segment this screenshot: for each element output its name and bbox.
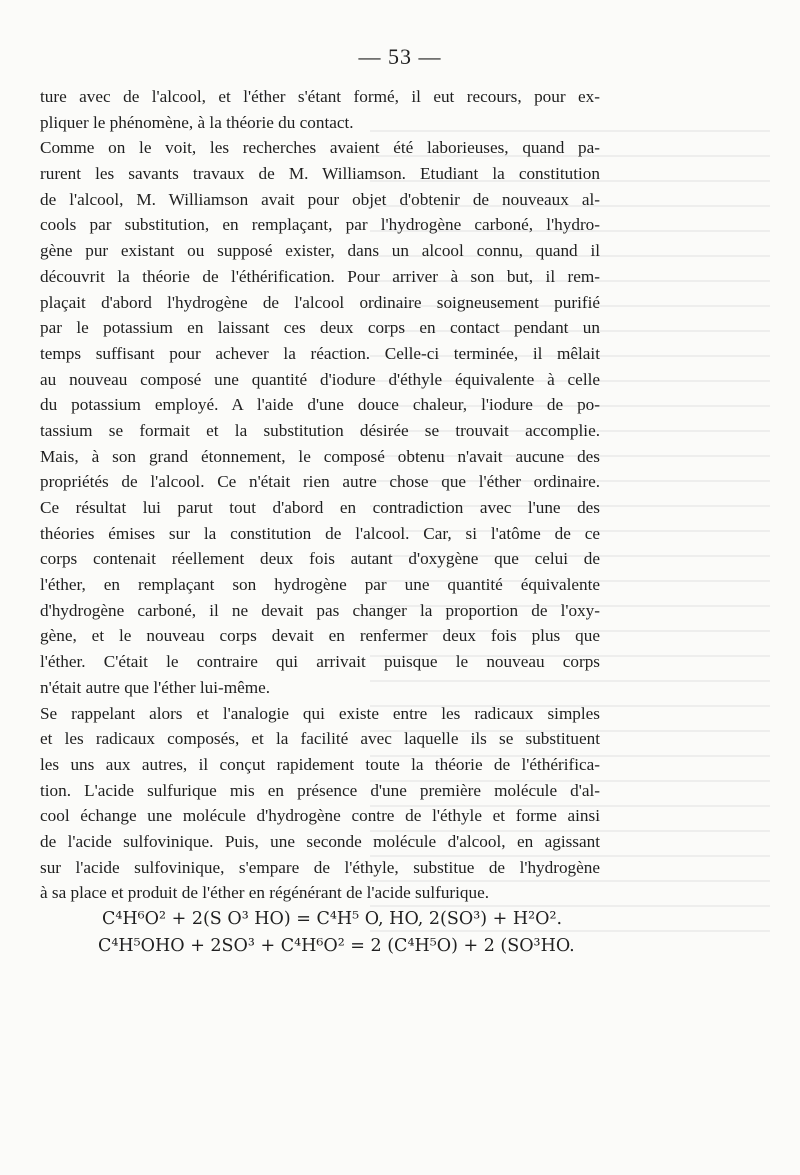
text-line: théories émises sur la constitution de l'alcool. Car, si l'atôme de ce xyxy=(40,523,600,543)
text-line: plaçait d'abord l'hydrogène de l'alcool ordinaire soigneusement purifié xyxy=(40,292,600,312)
text-line: propriétés de l'alcool. Ce n'était rien autre chose que l'éther ordinaire. xyxy=(40,472,600,492)
text-line: découvrit la théorie de l'éthérification. Pour arriver à son but, il rem- xyxy=(40,266,600,286)
text-line: Comme on le voit, les recherches avaient été laborieuses, quand pa- xyxy=(40,138,600,158)
text-line: tion. L'acide sulfurique mis en présence d'une première molécule d'al- xyxy=(40,780,600,800)
text-line: de l'acide sulfovinique. Puis, une seconde molécule d'alcool, en agissant xyxy=(40,831,600,851)
text-line: temps suffisant pour achever la réaction. Celle-ci terminée, il mêlait xyxy=(40,343,600,363)
text-line: à sa place et produit de l'éther en régénérant de l'acide sulfurique. xyxy=(40,883,490,903)
text-line: du potassium employé. A l'aide d'une douce chaleur, l'iodure de po- xyxy=(40,395,600,415)
text-line: par le potassium en laissant ces deux corps en contact pendant un xyxy=(40,318,600,338)
text-line: de l'alcool, M. Williamson avait pour objet d'obtenir de nouveaux al- xyxy=(40,189,600,209)
text-line: Mais, à son grand étonnement, le composé obtenu n'avait aucune des xyxy=(40,446,600,466)
text-line: cool échange une molécule d'hydrogène contre de l'éthyle et forme ainsi xyxy=(40,806,600,826)
text-line: gène, et le nouveau corps devait en renfermer deux fois plus que xyxy=(40,626,600,646)
body-text xyxy=(40,84,600,960)
text-line: Ce résultat lui parut tout d'abord en contradiction avec l'une des xyxy=(40,498,600,517)
text-line: Se rappelant alors et l'analogie qui existe entre les radicaux simples xyxy=(40,703,600,723)
chemical-formula: C⁴H⁶O² + 2(S O³ HO) = C⁴H⁵ O, HO, 2(SO³) + H²O². xyxy=(102,909,563,929)
page-number: — 53 — xyxy=(358,44,442,69)
text-line: et les radicaux composés, et la facilité avec laquelle ils se substituent xyxy=(40,729,600,749)
text-line: cools par substitution, en remplaçant, par l'hydrogène carboné, l'hydro- xyxy=(40,215,600,235)
text-line: tassium se formait et la substitution désirée se trouvait accomplie. xyxy=(40,420,600,440)
text-line: sur l'acide sulfovinique, s'empare de l'éthyle, substitue de l'hydrogène xyxy=(40,857,600,877)
text-line: n'était autre que l'éther lui-même. xyxy=(40,677,271,697)
text-line: au nouveau composé une quantité d'iodure d'éthyle équivalente à celle xyxy=(40,369,600,389)
text-line: l'éther. C'était le contraire qui arrivait puisque le nouveau corps xyxy=(40,652,600,672)
text-line: les uns aux autres, il conçut rapidement toute la théorie de l'éthérifica- xyxy=(40,754,600,774)
text-line: corps contenait réellement deux fois autant d'oxygène que celui de xyxy=(40,549,600,569)
text-line: rurent les savants travaux de M. Williamson. Etudiant la constitution xyxy=(40,164,600,184)
chemical-formula: C⁴H⁵OHO + 2SO³ + C⁴H⁶O² = 2 (C⁴H⁵O) + 2 (SO³HO. xyxy=(98,936,575,956)
text-line: d'hydrogène carboné, il ne devait pas changer la proportion de l'oxy- xyxy=(40,600,600,620)
text-line: l'éther, en remplaçant son hydrogène par une quantité équivalente xyxy=(40,575,600,595)
text-line: pliquer le phénomène, à la théorie du contact. xyxy=(40,112,354,132)
text-line: ture avec de l'alcool, et l'éther s'étant formé, il eut recours, pour ex- xyxy=(40,87,600,106)
text-line: gène pur existant ou supposé exister, dans un alcool connu, quand il xyxy=(40,241,600,261)
